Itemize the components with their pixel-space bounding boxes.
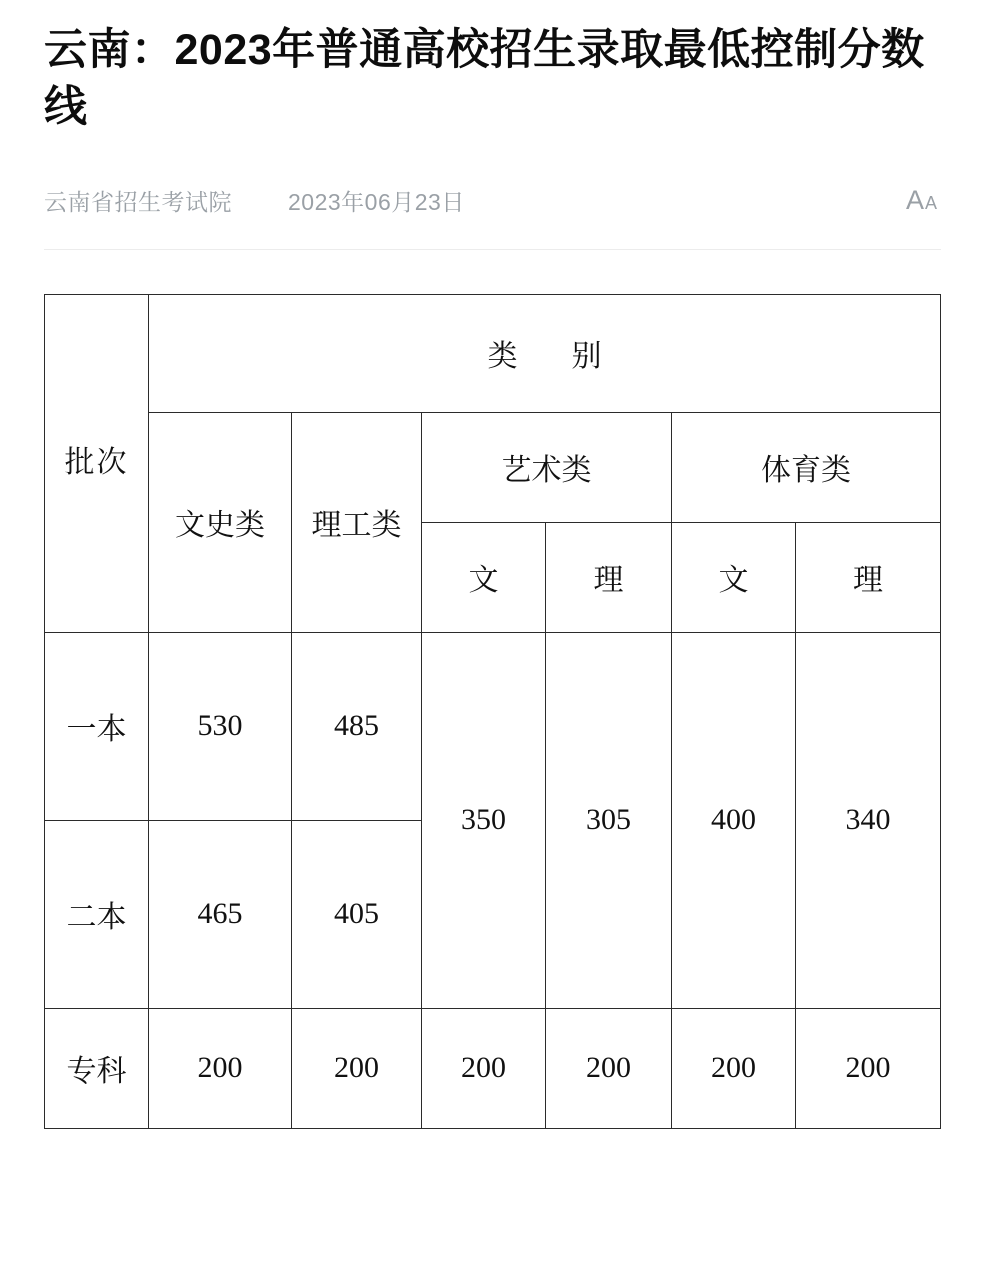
table-row bbox=[45, 632, 941, 820]
header-sport: 体育类 bbox=[672, 412, 941, 522]
font-size-toggle-button[interactable] bbox=[905, 184, 937, 215]
cell-ligong: 405 bbox=[292, 820, 422, 1008]
table-header-row-groups bbox=[45, 412, 941, 522]
header-sport-wen: 文 bbox=[672, 522, 796, 632]
cell-wenshi: 530 bbox=[149, 632, 292, 820]
cell-wenshi: 465 bbox=[149, 820, 292, 1008]
header-divider bbox=[44, 249, 941, 250]
cell-sport-li-merged: 340 bbox=[796, 632, 941, 1008]
article-source: 云南省招生考试院 bbox=[44, 188, 232, 215]
cell-ligong: 200 bbox=[292, 1008, 422, 1128]
table-header-row-category bbox=[45, 294, 941, 412]
header-sport-li: 理 bbox=[796, 522, 941, 632]
cell-sport-wen-merged: 400 bbox=[672, 632, 796, 1008]
header-wenshi: 文史类 bbox=[149, 412, 292, 632]
score-table-container bbox=[44, 294, 941, 1129]
row-batch-label: 专科 bbox=[45, 1008, 149, 1128]
header-batch: 批次 bbox=[45, 294, 149, 632]
score-table bbox=[44, 294, 941, 1129]
article-header bbox=[0, 0, 985, 217]
row-batch-label: 一本 bbox=[45, 632, 149, 820]
cell-wenshi: 200 bbox=[149, 1008, 292, 1128]
page-title: 云南：2023年普通高校招生录取最低控制分数线 bbox=[44, 26, 925, 131]
cell-sport-li: 200 bbox=[796, 1008, 941, 1128]
cell-sport-wen: 200 bbox=[672, 1008, 796, 1128]
row-batch-label: 二本 bbox=[45, 820, 149, 1008]
cell-ligong: 485 bbox=[292, 632, 422, 820]
header-art-wen: 文 bbox=[422, 522, 546, 632]
article-date: 2023年06月23日 bbox=[288, 188, 465, 215]
header-art-li: 理 bbox=[546, 522, 672, 632]
header-category: 类别 bbox=[149, 294, 941, 412]
cell-art-wen-merged: 350 bbox=[422, 632, 546, 1008]
header-ligong: 理工类 bbox=[292, 412, 422, 632]
font-size-small-letter: A bbox=[924, 192, 937, 213]
header-art: 艺术类 bbox=[422, 412, 672, 522]
cell-art-wen: 200 bbox=[422, 1008, 546, 1128]
table-row bbox=[45, 1008, 941, 1128]
font-size-large-letter: A bbox=[905, 184, 924, 215]
cell-art-li: 200 bbox=[546, 1008, 672, 1128]
cell-art-li-merged: 305 bbox=[546, 632, 672, 1008]
article-meta bbox=[44, 184, 941, 217]
